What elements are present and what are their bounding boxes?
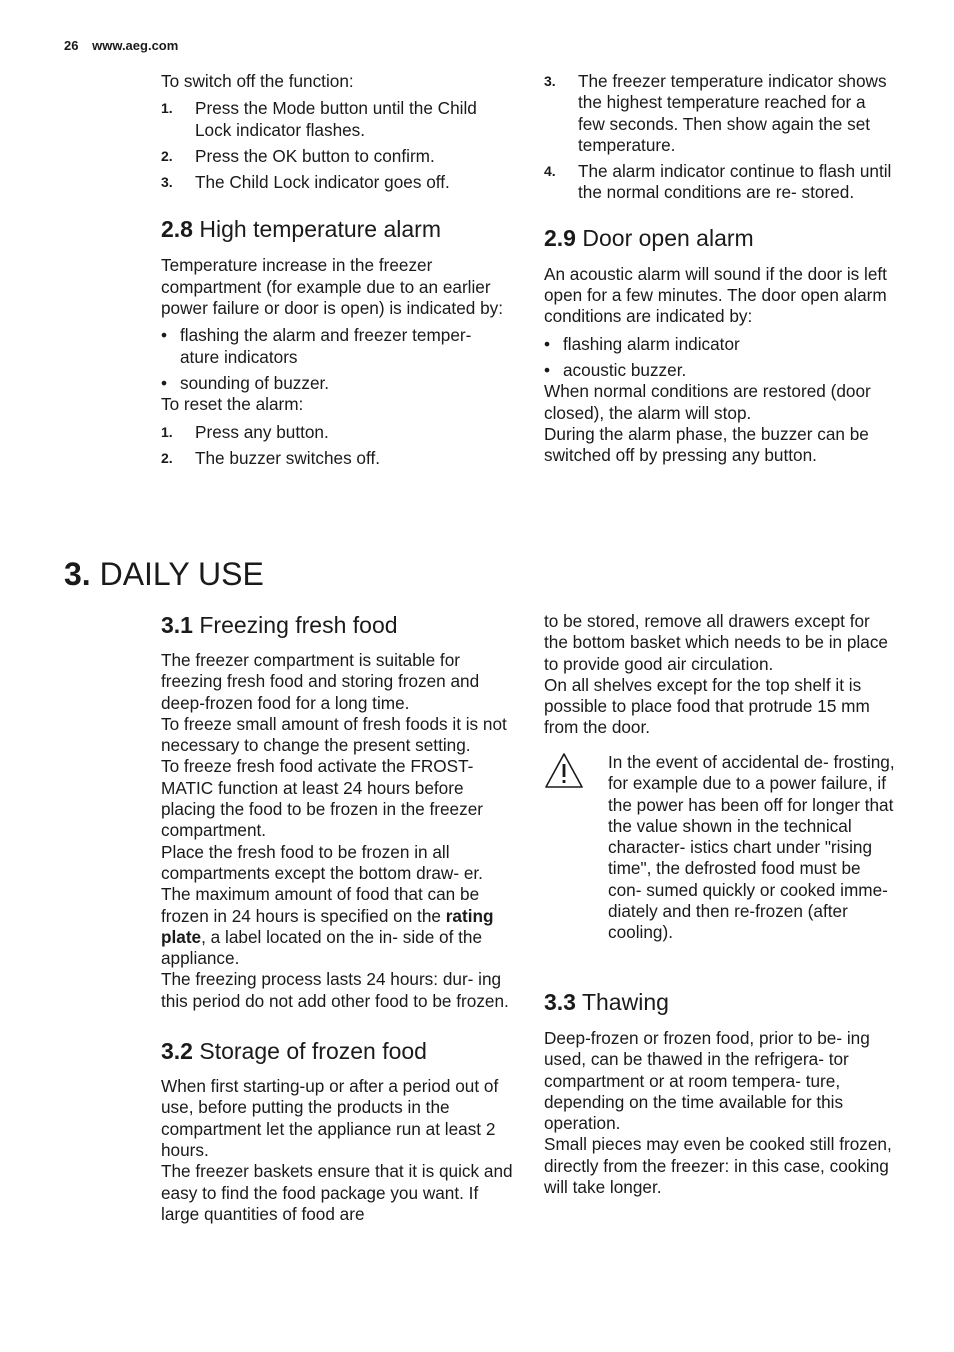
step-item: 2. Press the OK button to confirm. <box>161 145 435 166</box>
list-item: • flashing the alarm and freezer temper- ature indicators <box>161 325 472 367</box>
step-item: 3. The freezer temperature indicator shows the highest temperature reached for a few seconds. Then show again the set temperature. <box>544 71 887 155</box>
section-2-8-para: Temperature increase in the freezer compartment (for example due to an earlier power failure or door is open) is indicated by: <box>161 255 504 319</box>
list-item: • acoustic buzzer. <box>544 359 687 380</box>
section-3-1-p3: To freeze fresh food activate the FROST- MATIC function at least 24 hours before placing the food to be frozen in the freezer compartment. <box>161 756 483 841</box>
warning-triangle-icon <box>544 752 584 790</box>
section-3-1-p4: Place the fresh food to be frozen in all compartments except the bottom draw- er. <box>161 841 483 883</box>
warning-text: In the event of accidental de- frosting, for example due to a power failure, if the power has been off for longer that the value shown in the technical character- istics chart under "rising time", the defrosted food must be con- sumed quickly or cooked imme- diately and then re-frozen (after cooling). <box>608 752 895 943</box>
reset-label: To reset the alarm: <box>161 394 304 415</box>
right-column-bottom <box>544 611 896 739</box>
right-column-top <box>544 71 896 466</box>
left-column-bottom <box>161 611 517 1225</box>
section-heading-3-3: 3.3 Thawing <box>544 989 669 1015</box>
section-3-1-p6: The freezing process lasts 24 hours: dur- ing this period do not add other food to be frozen. <box>161 969 509 1011</box>
rating-plate-term: rating plate <box>161 905 494 947</box>
storage-continued-p1: to be stored, remove all drawers except for the bottom basket which needs to be in place to provide good air circulation. <box>544 611 888 674</box>
section-3-3 <box>544 988 896 1198</box>
section-3-2-p1: When first starting-up or after a period out of use, before putting the products in the compartment let the appliance run at least 2 hours. <box>161 1076 499 1160</box>
step-item: 1. Press the Mode button until the Child Lock indicator flashes. <box>161 98 477 140</box>
page-header <box>64 38 178 53</box>
section-heading-2-8: 2.8 High temperature alarm <box>161 216 441 243</box>
warning-note <box>544 752 896 944</box>
alarm-steps-continued <box>544 71 896 204</box>
section-2-9-para3: During the alarm phase, the buzzer can be switched off by pressing any button. <box>544 423 869 466</box>
section-2-9-para2: When normal conditions are restored (door closed), the alarm will stop. <box>544 381 871 423</box>
section-2-9-para: An acoustic alarm will sound if the door is left open for a few minutes. The door open alarm conditions are indicated by: <box>544 263 887 327</box>
section-3-1-p1: The freezer compartment is suitable for freezing fresh food and storing frozen and deep-frozen food for a long time. <box>161 650 480 713</box>
section-3-1-p2: To freeze small amount of fresh foods it is not necessary to change the present setting. <box>161 713 507 756</box>
list-item: • sounding of buzzer. <box>161 372 330 393</box>
section-3-3-p2: Small pieces may even be cooked still frozen, directly from the freezer: in this case, cooking will take longer. <box>544 1134 892 1198</box>
site-url: www.aeg.com <box>92 38 179 53</box>
section-heading-3-2: 3.2 Storage of frozen food <box>161 1038 427 1065</box>
step-item: 1. Press any button. <box>161 421 329 442</box>
alarm-indicator-list <box>161 325 513 394</box>
section-3-2-p2: The freezer baskets ensure that it is quick and easy to find the food package you want. If large quantities of food are <box>161 1161 513 1224</box>
left-column-top <box>161 71 513 474</box>
list-item: • flashing alarm indicator <box>544 333 740 354</box>
step-item: 4. The alarm indicator continue to flash until the normal conditions are re- stored. <box>544 161 892 203</box>
section-3-3-p1: Deep-frozen or frozen food, prior to be- ing used, can be thawed in the refrigera- tor compartment or at room tempera- ture, depending on the time available for this operation. <box>544 1028 870 1134</box>
page-number: 26 <box>64 38 79 53</box>
reset-steps <box>161 422 513 470</box>
section-heading-2-9: 2.9 Door open alarm <box>544 224 754 251</box>
child-lock-steps <box>161 98 513 193</box>
intro-text: To switch off the function: <box>161 71 354 91</box>
door-alarm-list <box>544 334 896 382</box>
chapter-heading: 3. DAILY USE <box>64 556 264 592</box>
section-heading-3-1: 3.1 Freezing fresh food <box>161 612 398 638</box>
step-item: 3. The Child Lock indicator goes off. <box>161 172 450 193</box>
storage-continued-p2: On all shelves except for the top shelf it is possible to place food that protrude 15 mm from the door. <box>544 674 870 738</box>
step-item: 2. The buzzer switches off. <box>161 447 381 468</box>
section-3-1-p5: The maximum amount of food that can be frozen in 24 hours is specified on the rating plate, a label located on the in- side of the appliance. <box>161 884 494 969</box>
